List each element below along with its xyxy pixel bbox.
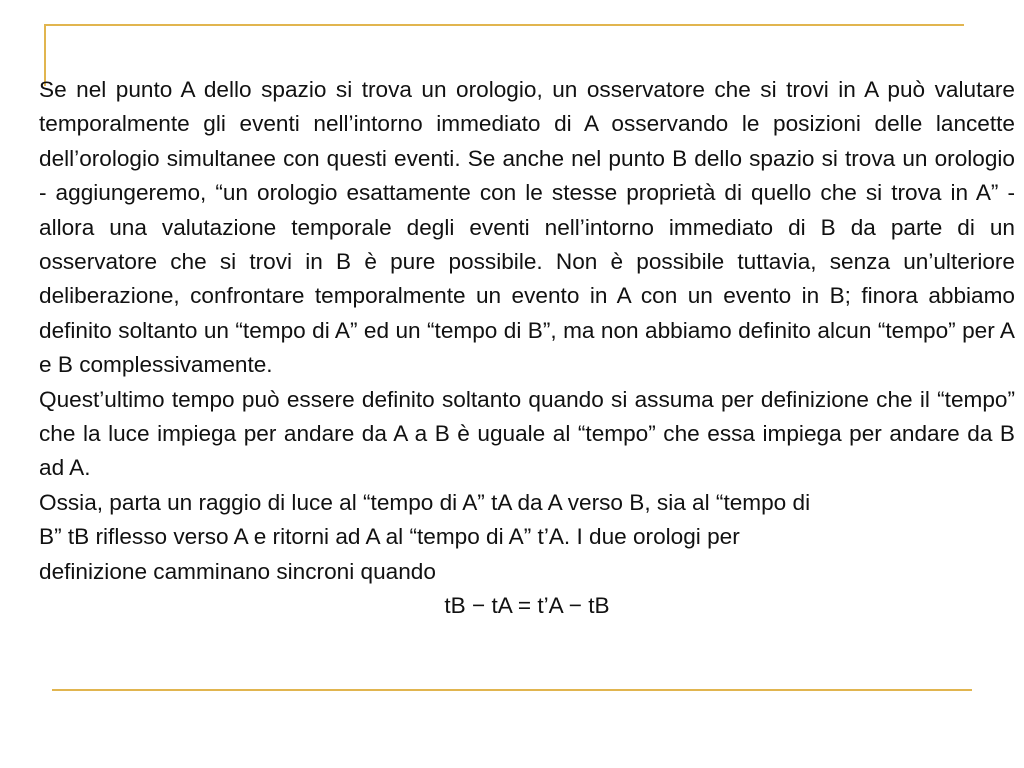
- paragraph-clocks: Se nel punto A dello spazio si trova un orologio, un osservatore che si trovi in A può valutare temporalmente gli eventi nell’intorno immediato di A osservando le posizioni delle lancette dell’orologio simultanee con questi eventi. Se anche nel punto B dello spazio si trova un orologio - aggiungeremo, “un orologio esattamente con le stesse proprietà di quello che si trova in A” - allora una valutazione temporale degli eventi nell’intorno immediato di B da parte di un osservatore che si trovi in B è pure possibile. Non è possibile tuttavia, senza un’ulteriore deliberazione, confrontare temporalmente un evento in A con un evento in B; finora abbiamo definito soltanto un “tempo di A” ed un “tempo di B”, ma non abbiamo definito alcun “tempo” per A e B complessivamente.: [39, 77, 1015, 378]
- synchronization-line-1: Ossia, parta un raggio di luce al “tempo di A” tA da A verso B, sia al “tempo di: [39, 489, 811, 515]
- top-rule: [44, 24, 964, 26]
- synchronization-line-3: definizione camminano sincroni quando: [39, 558, 436, 584]
- formula: tB − tA = t’A − tB: [444, 593, 610, 619]
- paragraph-synchronization: [39, 486, 1015, 589]
- bottom-rule: [52, 689, 972, 691]
- paragraph-definition: Quest’ultimo tempo può essere definito soltanto quando si assuma per definizione che il “tempo” che la luce impiega per andare da A a B è uguale al “tempo” che essa impiega per andare da B ad A.: [39, 386, 1015, 481]
- synchronization-line-2: B” tB riflesso verso A e ritorni ad A al “tempo di A” t’A. I due orologi per: [39, 524, 740, 550]
- slide-body: [39, 73, 1015, 624]
